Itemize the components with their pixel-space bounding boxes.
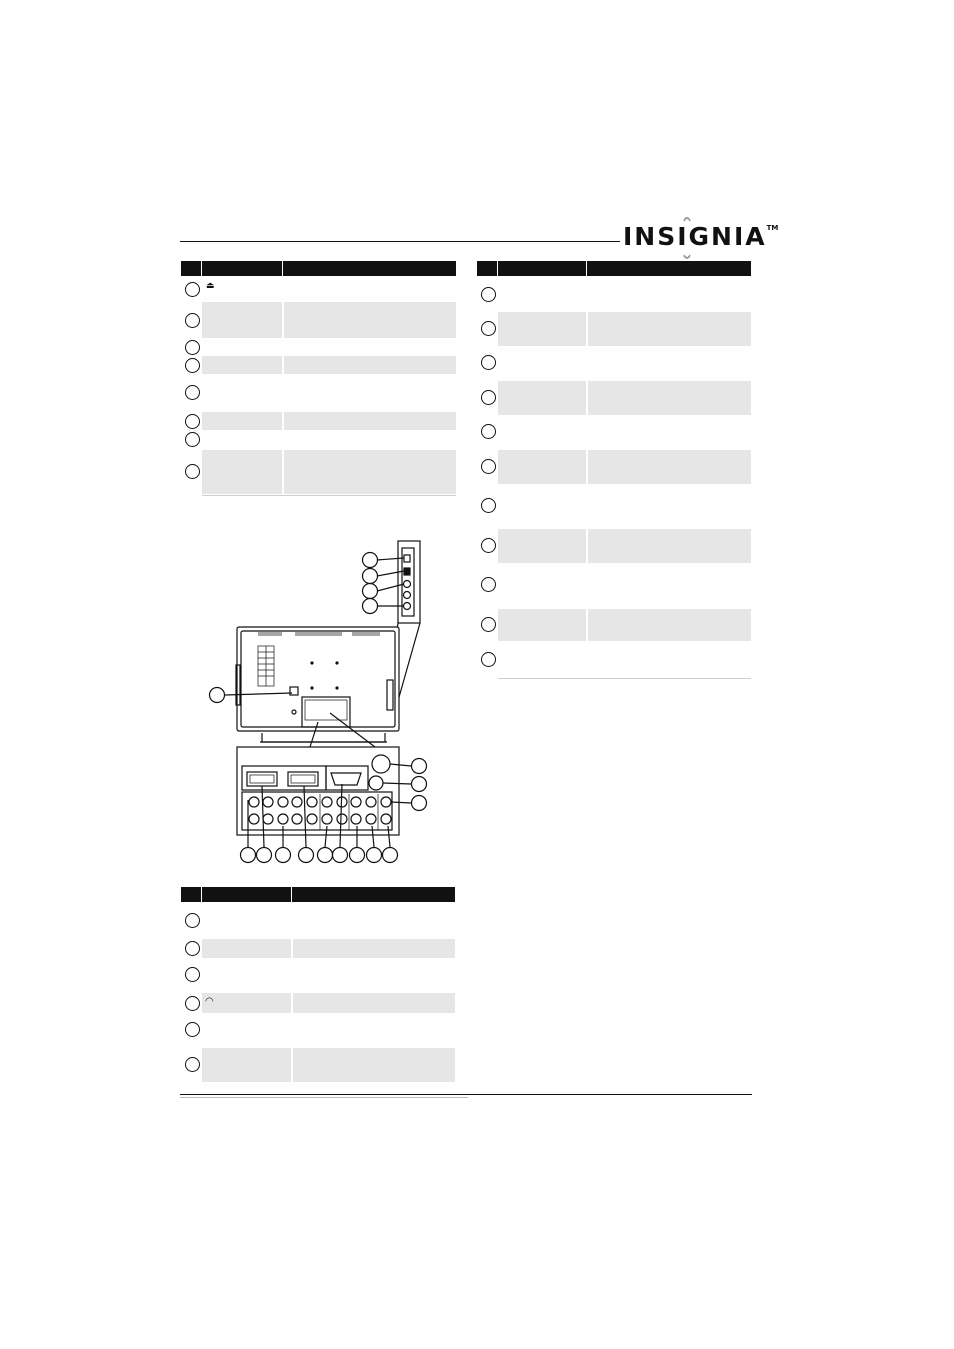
callout-number — [185, 941, 200, 956]
callout-number — [185, 996, 200, 1011]
connector-panel-icon — [237, 747, 399, 835]
table-row — [181, 904, 455, 938]
side-panel-icon — [398, 541, 420, 623]
footer-rule-secondary — [180, 1097, 468, 1098]
table-header — [181, 887, 455, 902]
trademark-mark: TM — [766, 224, 779, 232]
footer-rule — [180, 1094, 752, 1095]
callout-number — [185, 1057, 200, 1072]
table-row — [181, 993, 455, 1013]
table-row — [181, 1048, 455, 1082]
table-row — [181, 939, 455, 958]
callout-number — [185, 913, 200, 928]
callout-number — [185, 1022, 200, 1037]
headphone-icon: ◠ — [205, 996, 214, 1007]
table-row — [181, 958, 455, 992]
eject-icon: ⏏ — [206, 280, 215, 290]
table-row — [181, 1013, 455, 1047]
callout-number — [185, 967, 200, 982]
brand-name: INSIGNIA — [623, 222, 767, 251]
